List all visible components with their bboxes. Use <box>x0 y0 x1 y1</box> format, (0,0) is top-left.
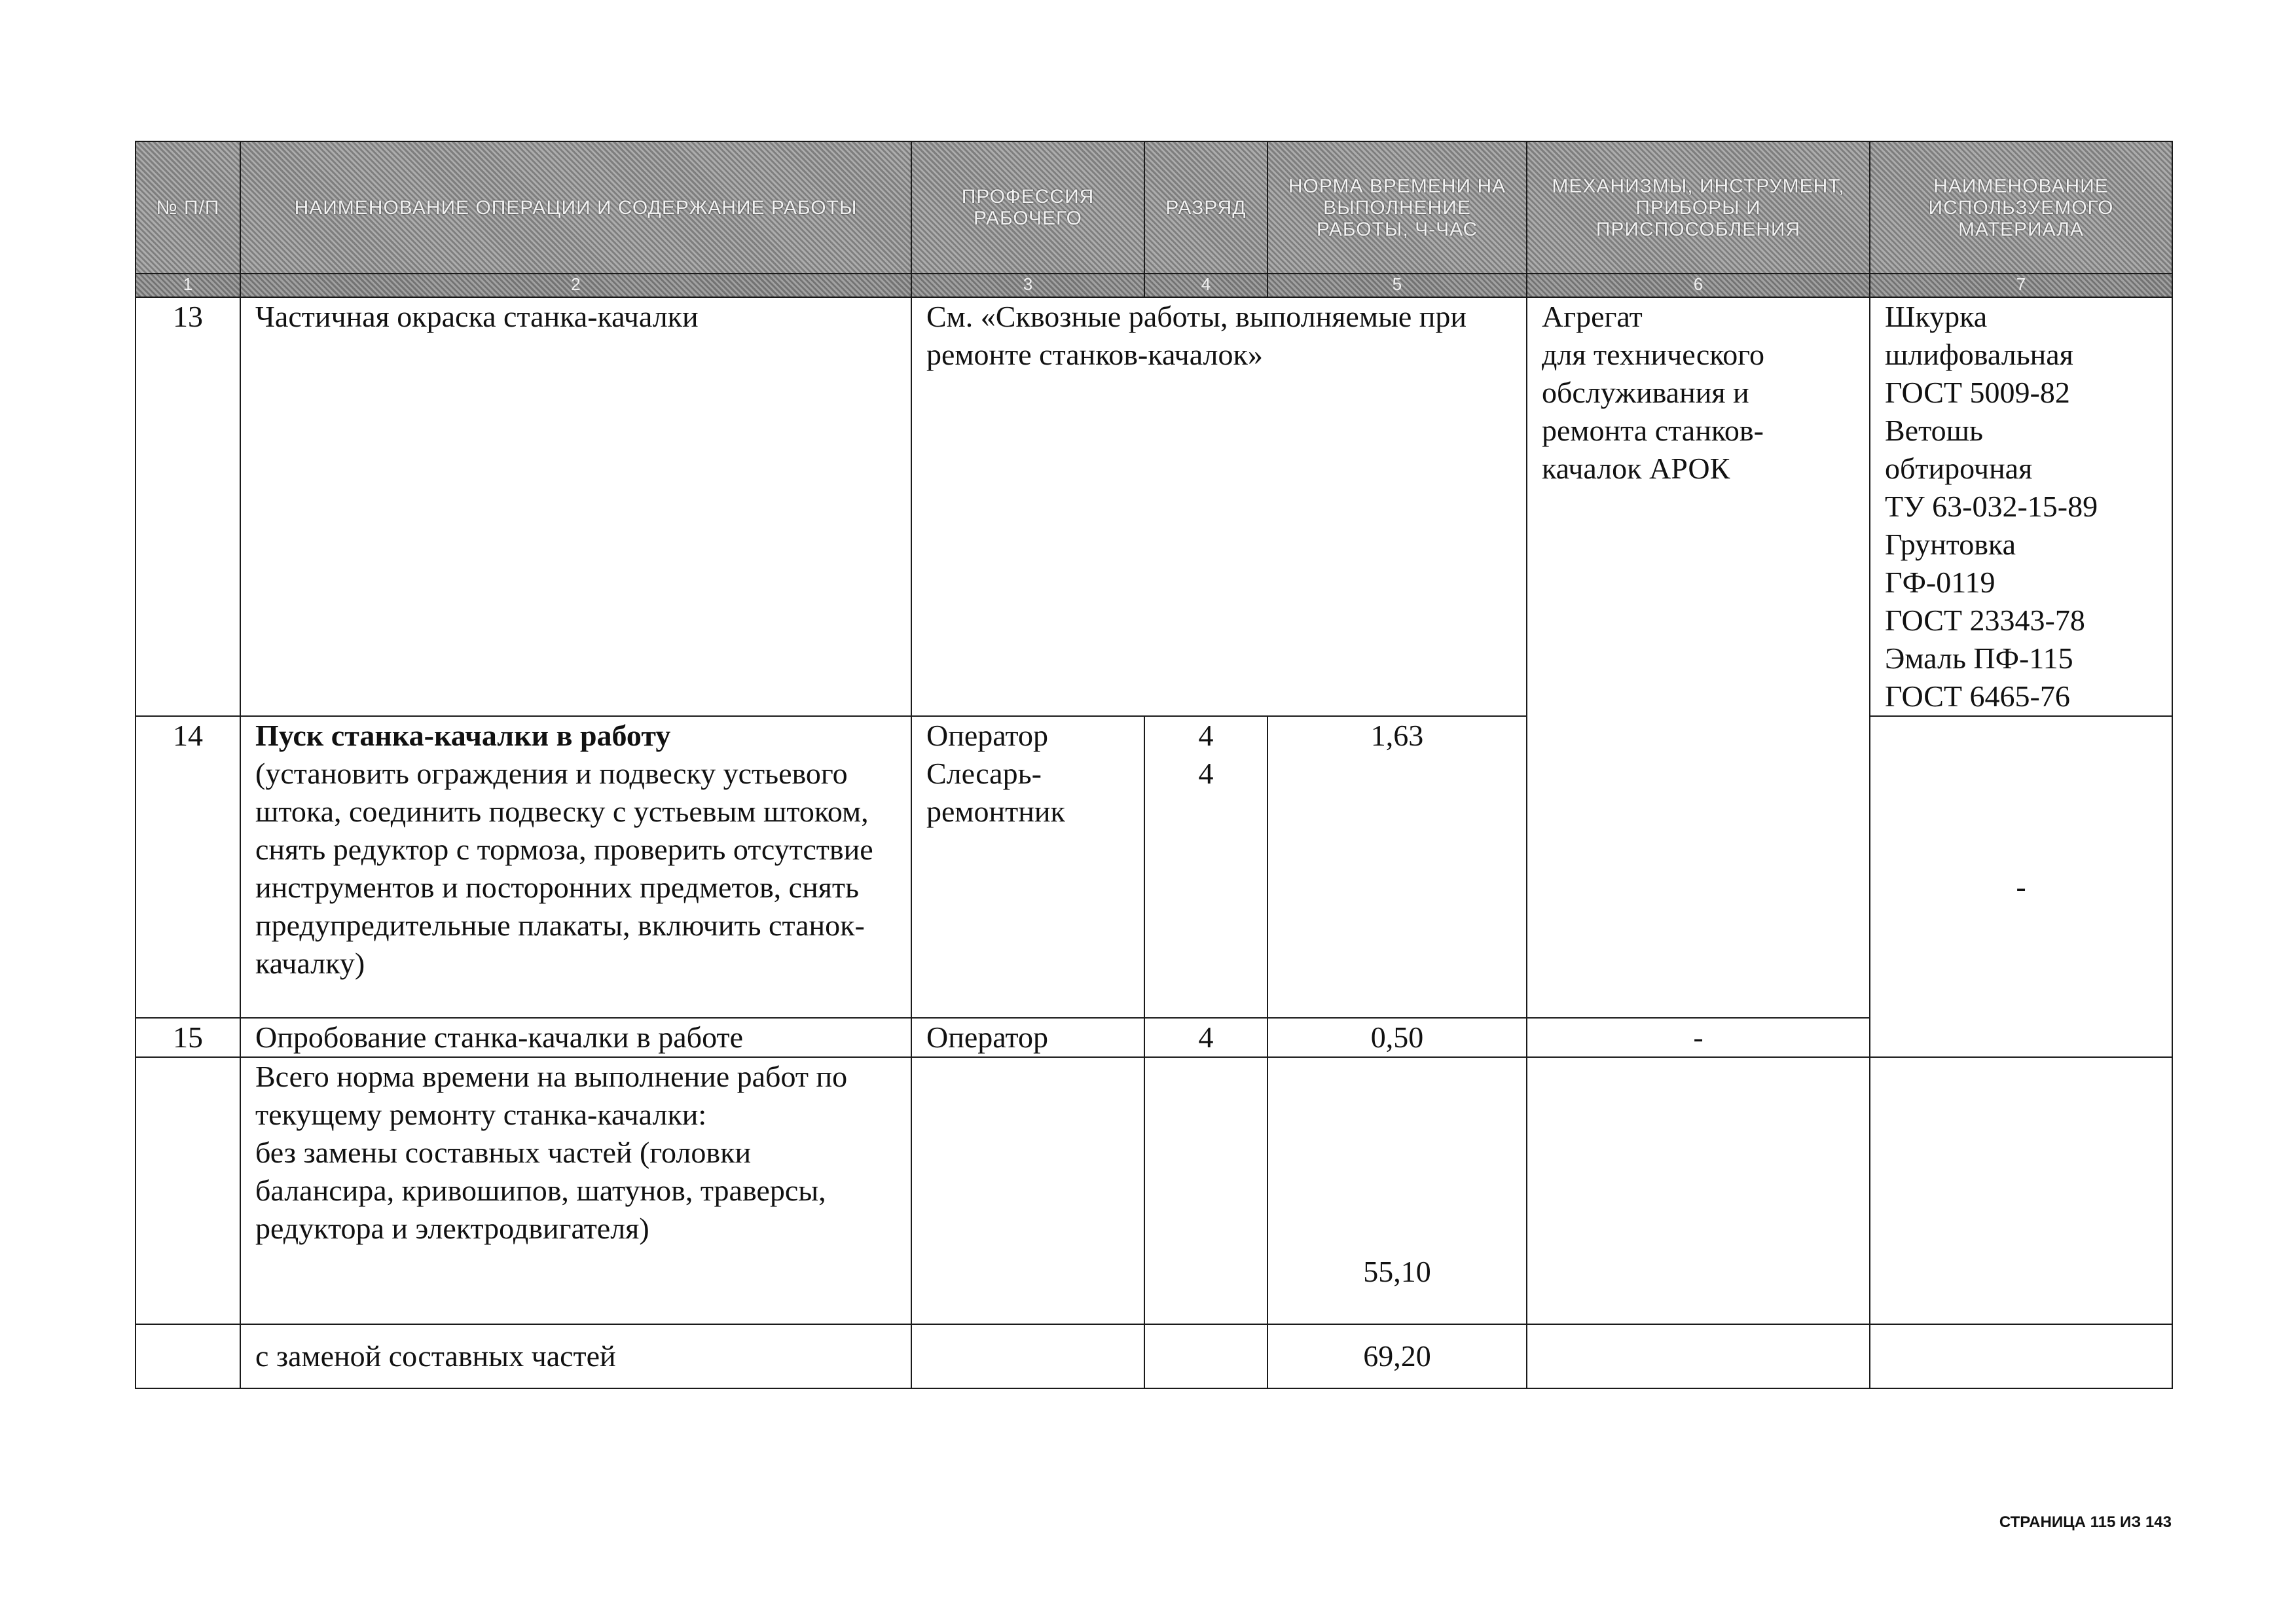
empty-cell <box>1527 1057 1870 1324</box>
column-number: 3 <box>911 274 1144 297</box>
grade-cell: 4 4 <box>1144 716 1267 1018</box>
totals-label: Всего норма времени на выполнение работ по текущему ремонту станка-качалки: <box>255 1060 848 1131</box>
empty-cell <box>136 1057 240 1324</box>
empty-cell <box>1527 1324 1870 1388</box>
totals-label-cell <box>240 1057 911 1324</box>
row-number: 13 <box>136 297 240 716</box>
column-number: 6 <box>1527 274 1870 297</box>
operation-title: Опробование станка-качалки в работе <box>240 1018 911 1057</box>
operation-description: (установить ограждения и подвеску устьевого штока, соединить подвеску с устьевым штоком, снять редуктор с тормоза, проверить отсутствие инструментов и посторонних предметов, снять предупредительные плакаты, включить станок-качалку) <box>255 757 873 980</box>
see-also-note: См. «Сквозные работы, выполняемые при ремонте станков-качалок» <box>911 297 1527 716</box>
norms-table-sheet <box>135 141 2172 1389</box>
header-operation: НАИМЕНОВАНИЕ ОПЕРАЦИИ И СОДЕРЖАНИЕ РАБОТЫ <box>240 141 911 274</box>
norm-cell: 0,50 <box>1267 1018 1527 1057</box>
header-row <box>136 141 2172 274</box>
column-number: 7 <box>1870 274 2172 297</box>
totals-without-label: без замены составных частей (головки балансира, кривошипов, шатунов, траверсы, редуктора и электродвигателя) <box>255 1136 826 1245</box>
column-number: 2 <box>240 274 911 297</box>
row-number: 15 <box>136 1018 240 1057</box>
norms-table <box>135 141 2173 1389</box>
page-number: СТРАНИЦА 115 ИЗ 143 <box>1999 1513 2172 1531</box>
totals-row <box>136 1324 2172 1388</box>
materials-cell: - <box>1870 716 2172 1057</box>
profession-cell: Оператор Слесарь- ремонтник <box>911 716 1144 1018</box>
empty-cell <box>1144 1324 1267 1388</box>
empty-cell <box>911 1057 1144 1324</box>
grade-cell: 4 <box>1144 1018 1267 1057</box>
table-row <box>136 297 2172 716</box>
header-mechanisms: МЕХАНИЗМЫ, ИНСТРУМЕНТ, ПРИБОРЫ И ПРИСПОСОБЛЕНИЯ <box>1527 141 1870 274</box>
column-number: 4 <box>1144 274 1267 297</box>
operation-title: Пуск станка-качалки в работу <box>255 719 671 752</box>
totals-row <box>136 1057 2172 1324</box>
mechanisms-cell: - <box>1527 1018 1870 1057</box>
column-number: 5 <box>1267 274 1527 297</box>
empty-cell <box>1870 1324 2172 1388</box>
header-profession: ПРОФЕССИЯ РАБОЧЕГО <box>911 141 1144 274</box>
profession-cell: Оператор <box>911 1018 1144 1057</box>
empty-cell <box>911 1324 1144 1388</box>
empty-cell <box>1870 1057 2172 1324</box>
column-number-row <box>136 274 2172 297</box>
table-row <box>136 1018 2172 1057</box>
materials-cell: Шкурка шлифовальная ГОСТ 5009-82 Ветошь обтирочная ТУ 63-032-15-89 Грунтовка ГФ-0119 ГОСТ 23343-78 Эмаль ПФ-115 ГОСТ 6465-76 <box>1870 297 2172 716</box>
empty-cell <box>1144 1057 1267 1324</box>
header-norm: НОРМА ВРЕМЕНИ НА ВЫПОЛНЕНИЕ РАБОТЫ, Ч-ЧАС <box>1267 141 1527 274</box>
totals-with-value: 69,20 <box>1267 1324 1527 1388</box>
operation-cell <box>240 716 911 1018</box>
mechanisms-cell: Агрегат для технического обслуживания и ремонта станков- качалок АРОК <box>1527 297 1870 1018</box>
header-grade: РАЗРЯД <box>1144 141 1267 274</box>
totals-without-value: 55,10 <box>1267 1057 1527 1324</box>
operation-title: Частичная окраска станка-качалки <box>240 297 911 716</box>
empty-cell <box>136 1324 240 1388</box>
totals-with-label: с заменой составных частей <box>240 1324 911 1388</box>
header-materials: НАИМЕНОВАНИЕ ИСПОЛЬЗУЕМОГО МАТЕРИАЛА <box>1870 141 2172 274</box>
norm-cell: 1,63 <box>1267 716 1527 1018</box>
header-num: № П/П <box>136 141 240 274</box>
row-number: 14 <box>136 716 240 1018</box>
column-number: 1 <box>136 274 240 297</box>
